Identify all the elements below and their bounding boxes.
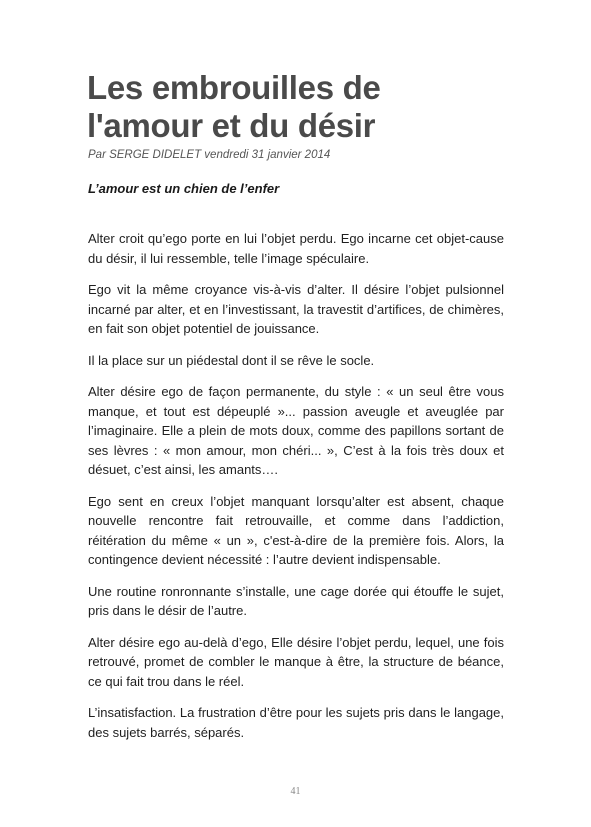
subtitle: L’amour est un chien de l’enfer — [88, 181, 280, 196]
byline: Par SERGE DIDELET vendredi 31 janvier 2014 — [88, 149, 331, 161]
page-number: 41 — [290, 786, 301, 797]
paragraph: Ego vit la même croyance vis-à-vis d’alter. Il désire l’objet pulsionnel incarné par alter, et en l’investissant, la travestit d’artifices, de chimères, en fait son objet potentiel de jouissance. — [88, 282, 504, 336]
title-line-1: Les embrouilles de — [87, 69, 381, 106]
paragraph: Il la place sur un piédestal dont il se rêve le socle. — [88, 352, 375, 368]
article-title — [87, 69, 507, 145]
paragraph: Alter désire ego au-delà d’ego, Elle désire l’objet perdu, lequel, une fois retrouvé, promet de combler le manque à être, la structure de béance, ce qui fait trou dans le réel. — [88, 634, 504, 689]
paragraph: Alter désire ego de façon permanente, du style : « un seul être vous manque, et tout est dépeuplé »... passion aveugle et aveuglée par l’imaginaire. Elle a plein de mots doux, comme des papillons sortant de ses lèvres : « mon amour, mon chéri... », C’est à la fois très doux et désuet, c’est ainsi, les amants…. — [88, 384, 504, 477]
paragraph: Une routine ronronnante s’installe, une cage dorée qui étouffe le sujet, pris dans le désir de l’autre. — [88, 583, 504, 618]
paragraph: L’insatisfaction. La frustration d’être pour les sujets pris dans le langage, des sujets barrés, séparés. — [88, 705, 504, 740]
paragraph: Alter croit qu’ego porte en lui l’objet perdu. Ego incarne cet objet-cause du désir, il lui ressemble, telle l’image spéculaire. — [88, 231, 504, 266]
paragraph: Ego sent en creux l’objet manquant lorsqu’alter est absent, chaque nouvelle rencontre fait retrouvaille, et comme dans l’addiction, réitération du même « un », c'est-à-dire de la première fois. Alors, la contingence devient nécessité : l’autre devient indispensable. — [88, 493, 504, 567]
article-body — [88, 229, 504, 754]
title-line-2: l'amour et du désir — [87, 107, 376, 144]
